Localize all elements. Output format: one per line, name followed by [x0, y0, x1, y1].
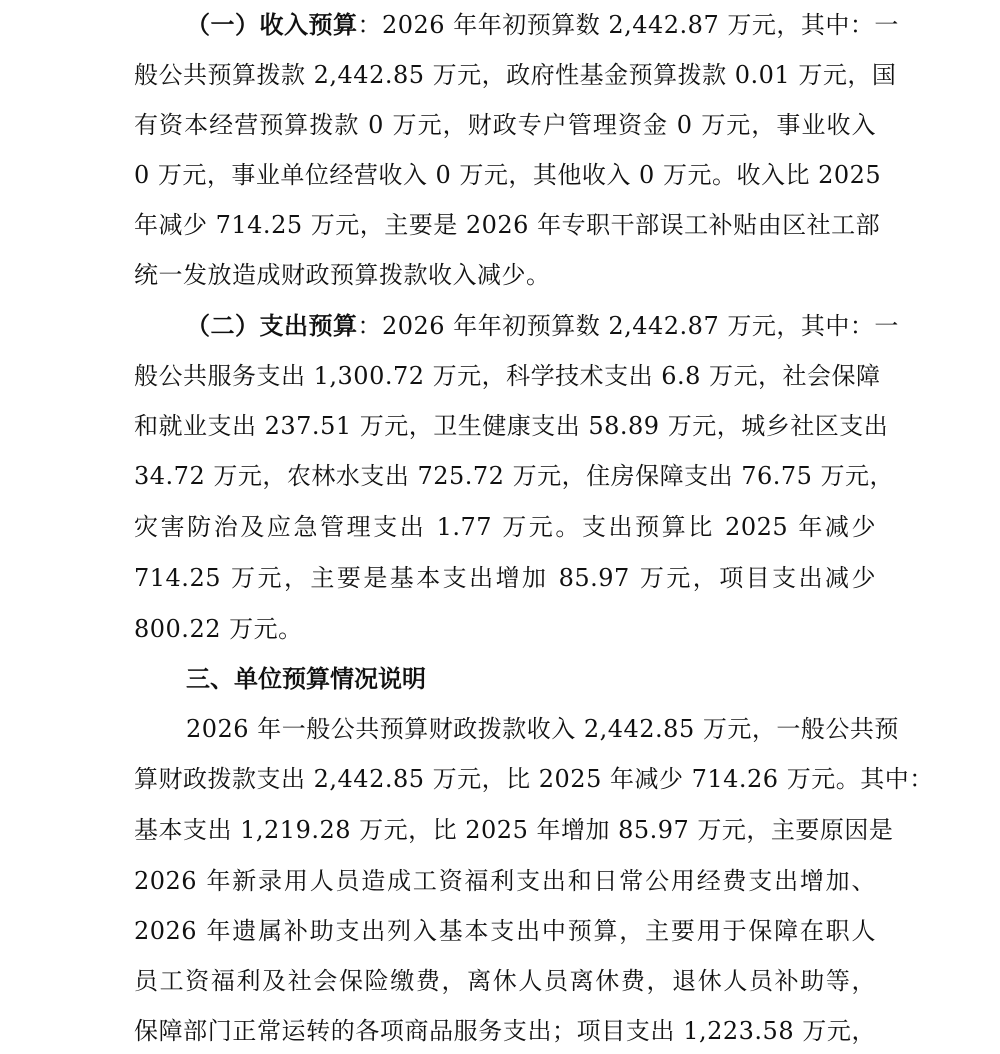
section-heading: 三、单位预算情况说明 [186, 665, 426, 693]
expenditure-paragraph-line-5: 灾害防治及应急管理支出 1.77 万元。支出预算比 2025 年减少 [134, 513, 876, 541]
section3-paragraph-line-7: 保障部门正常运转的各项商品服务支出；项目支出 1,223.58 万元， [134, 1017, 876, 1045]
section3-paragraph-line-3: 基本支出 1,219.28 万元，比 2025 年增加 85.97 万元，主要原因是 [134, 816, 894, 844]
income-paragraph-line-4: 0 万元，事业单位经营收入 0 万元，其他收入 0 万元。收入比 2025 [134, 161, 882, 189]
expenditure-label: （二）支出预算 [186, 312, 358, 340]
expenditure-paragraph-line-6: 714.25 万元，主要是基本支出增加 85.97 万元，项目支出减少 [134, 564, 876, 592]
income-label: （一）收入预算 [186, 11, 358, 39]
expenditure-paragraph-line-1 [186, 311, 899, 341]
expenditure-paragraph-line-2: 般公共服务支出 1,300.72 万元，科学技术支出 6.8 万元，社会保障 [134, 362, 881, 390]
income-paragraph-line-5: 年减少 714.25 万元，主要是 2026 年专职干部误工补贴由区社工部 [134, 211, 881, 239]
income-paragraph-line-6: 统一发放造成财政预算拨款收入减少。 [134, 261, 551, 289]
section3-paragraph-line-2: 算财政拨款支出 2,442.85 万元，比 2025 年减少 714.26 万元。其中： [134, 765, 934, 793]
expenditure-paragraph-line-7: 800.22 万元。 [134, 615, 303, 643]
section3-paragraph-line-1: 2026 年一般公共预算财政拨款收入 2,442.85 万元，一般公共预 [186, 715, 899, 743]
income-paragraph-line-3: 有资本经营预算拨款 0 万元，财政专户管理资金 0 万元，事业收入 [134, 111, 876, 139]
expenditure-text: ：2026 年年初预算数 2,442.87 万元，其中：一 [357, 312, 899, 340]
expenditure-paragraph-line-4: 34.72 万元，农林水支出 725.72 万元，住房保障支出 76.75 万元， [134, 462, 895, 490]
section3-paragraph-line-4: 2026 年新录用人员造成工资福利支出和日常公用经费支出增加、 [134, 867, 876, 895]
income-paragraph-line-2: 般公共预算拨款 2,442.85 万元，政府性基金预算拨款 0.01 万元，国 [134, 61, 897, 89]
section3-paragraph-line-5: 2026 年遗属补助支出列入基本支出中预算，主要用于保障在职人 [134, 917, 876, 945]
section3-paragraph-line-6: 员工资福利及社会保险缴费，离休人员离休费，退休人员补助等， [134, 967, 876, 995]
income-text: ：2026 年年初预算数 2,442.87 万元，其中：一 [357, 11, 899, 39]
income-paragraph-line-1 [186, 10, 899, 40]
expenditure-paragraph-line-3: 和就业支出 237.51 万元，卫生健康支出 58.89 万元，城乡社区支出 [134, 412, 889, 440]
